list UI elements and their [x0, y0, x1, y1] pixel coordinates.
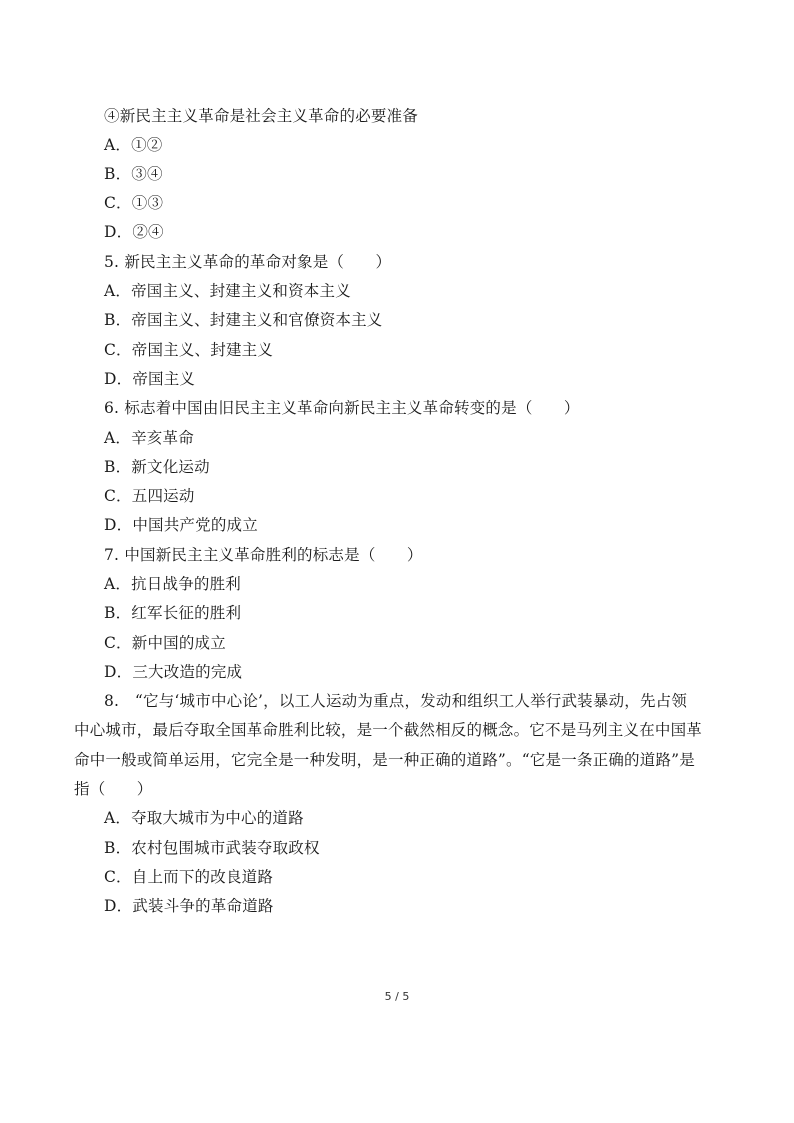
- question-8-line-4: 指（ ）: [74, 780, 153, 798]
- q4-option-c: C．①③: [104, 194, 164, 212]
- q6-option-c: C．五四运动: [104, 487, 195, 505]
- q8-option-c: C．自上而下的改良道路: [104, 868, 274, 886]
- q5-option-c: C．帝国主义、封建主义: [104, 341, 274, 359]
- q7-option-d: D．三大改造的完成: [104, 663, 243, 681]
- q7-option-a: A．抗日战争的胜利: [104, 575, 241, 593]
- page-number: 5 / 5: [384, 990, 410, 1003]
- q6-option-b: B．新文化运动: [104, 458, 210, 476]
- question-7: 7. 中国新民主主义革命胜利的标志是（ ）: [104, 546, 423, 564]
- q5-option-b: B．帝国主义、封建主义和官僚资本主义: [104, 311, 383, 329]
- q7-option-c: C．新中国的成立: [104, 634, 226, 652]
- q4-option-b: B．③④: [104, 165, 163, 183]
- question-8-line-3: 命中一般或简单运用，它完全是一种发明，是一种正确的道路”。“它是一条正确的道路”是: [74, 751, 695, 769]
- question-5: 5. 新民主主义革命的革命对象是（ ）: [104, 253, 392, 271]
- q8-option-d: D．武装斗争的革命道路: [104, 897, 274, 915]
- q4-option-d: D．②④: [104, 223, 164, 241]
- q4-option-a: A．①②: [104, 136, 163, 154]
- question-8-line-2: 中心城市，最后夺取全国革命胜利比较，是一个截然相反的概念。它不是马列主义在中国革: [74, 721, 703, 739]
- question-6: 6. 标志着中国由旧民主主义革命向新民主主义革命转变的是（ ）: [104, 399, 580, 417]
- q6-option-d: D．中国共产党的成立: [104, 516, 258, 534]
- q8-option-b: B．农村包围城市武装夺取政权: [104, 839, 320, 857]
- q6-option-a: A．辛亥革命: [104, 429, 194, 447]
- statement-4: ④新民主主义革命是社会主义革命的必要准备: [104, 107, 419, 125]
- q5-option-a: A．帝国主义、封建主义和资本主义: [104, 282, 351, 300]
- q7-option-b: B．红军长征的胜利: [104, 604, 242, 622]
- question-8-line-1: 8. “它与‘城市中心论’，以工人运动为重点，发动和组织工人举行武装暴动，先占领: [104, 692, 688, 710]
- q8-option-a: A．夺取大城市为中心的道路: [104, 809, 304, 827]
- q5-option-d: D．帝国主义: [104, 370, 196, 388]
